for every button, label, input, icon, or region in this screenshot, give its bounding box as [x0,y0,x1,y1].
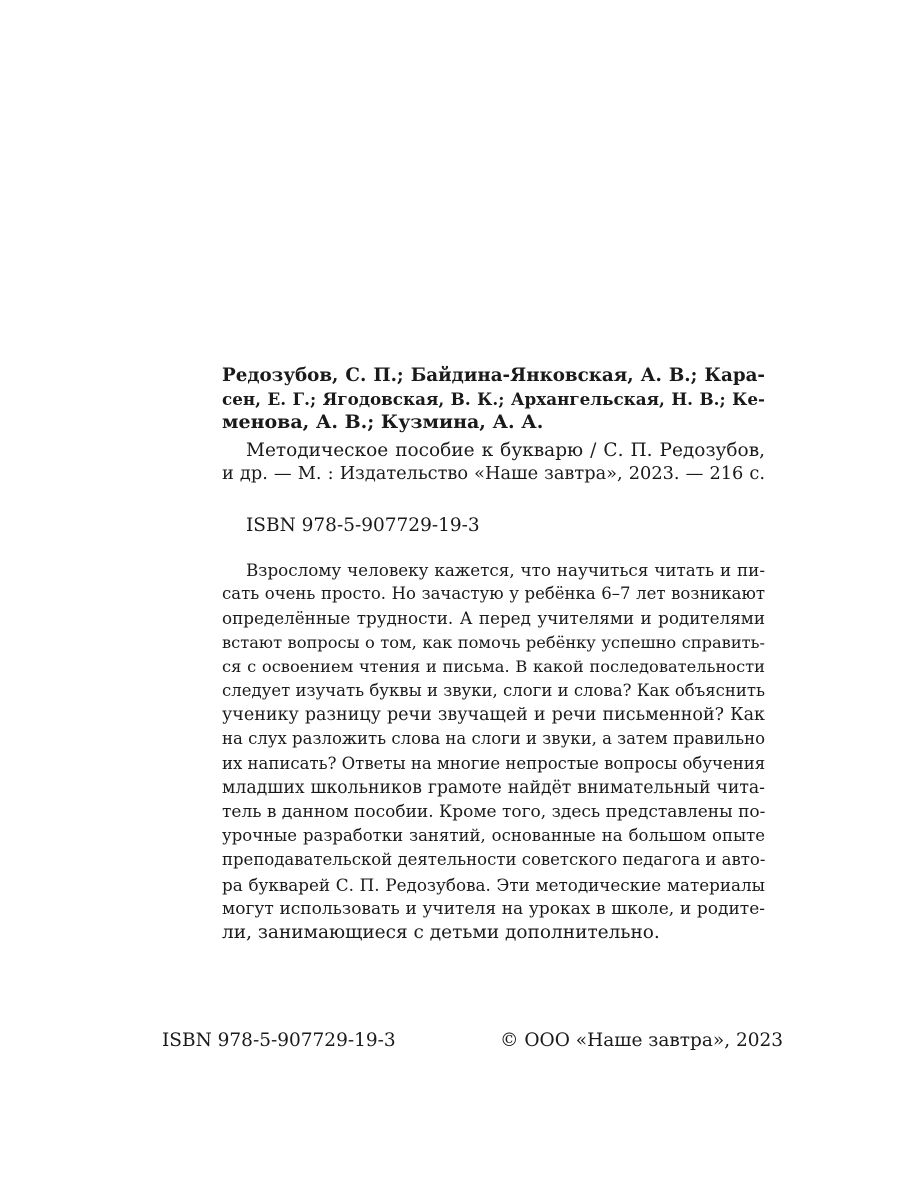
annotation-line: преподавательской деятельности советского педагога и авто- [222,850,766,870]
authors-heading [222,364,765,435]
annotation-line: сать очень просто. Но зачастую у ребёнка 6–7 лет возникают [222,584,765,604]
description-line: и др. — М. : Издательство «Наше завтра», 2023. — 216 с. [222,463,765,484]
annotation-line: следует изучать буквы и звуки, слоги и слова? Как объяснить [222,681,765,701]
annotation-line: могут использовать и учителя на уроках в школе, и родите- [222,898,765,919]
annotation-line: ра букварей С. П. Редозубова. Эти методические материалы [222,874,765,895]
annotation-line: ученику разницу речи звучащей и речи письменной? Как [222,705,765,726]
authors-line: сен, Е. Г.; Ягодовская, В. К.; Архангельская, Н. В.; Ке- [222,388,765,409]
annotation-line: ли, занимающиеся с детьми дополнительно. [222,922,660,944]
footer-copyright: © ООО «Наше завтра», 2023 [500,1030,784,1051]
authors-line: менова, А. В.; Кузмина, А. А. [222,411,544,433]
annotation-line: младших школьников грамоте найдёт внимательный чита- [222,777,765,798]
annotation [222,558,765,945]
card-isbn [222,514,765,538]
annotation-line: определённые трудности. А перед учителями и родителями [222,608,765,629]
isbn-text: ISBN 978-5-907729-19-3 [246,515,480,536]
annotation-line: встают вопросы о том, как помочь ребёнку успешно справить- [222,632,765,652]
annotation-line: урочные разработки занятий, основанные на большом опыте [222,826,765,846]
annotation-line: их написать? Ответы на многие непростые вопросы обучения [222,753,766,773]
bibliographic-description [222,439,765,486]
footer-isbn: ISBN 978-5-907729-19-3 [162,1030,396,1051]
authors-line: Редозубов, С. П.; Байдина-Янковская, А. В.; Кара- [222,365,765,386]
description-line: Методическое пособие к букварю / С. П. Редозубов, [246,440,765,461]
annotation-line: тель в данном пособии. Кроме того, здесь представлены по- [222,802,766,823]
annotation-line: на слух разложить слова на слоги и звуки, а затем правильно [222,729,766,749]
annotation-line: ся с освоением чтения и письма. В какой последовательности [222,656,765,676]
annotation-line: Взрослому человеку кажется, что научиться читать и пи- [246,560,765,580]
